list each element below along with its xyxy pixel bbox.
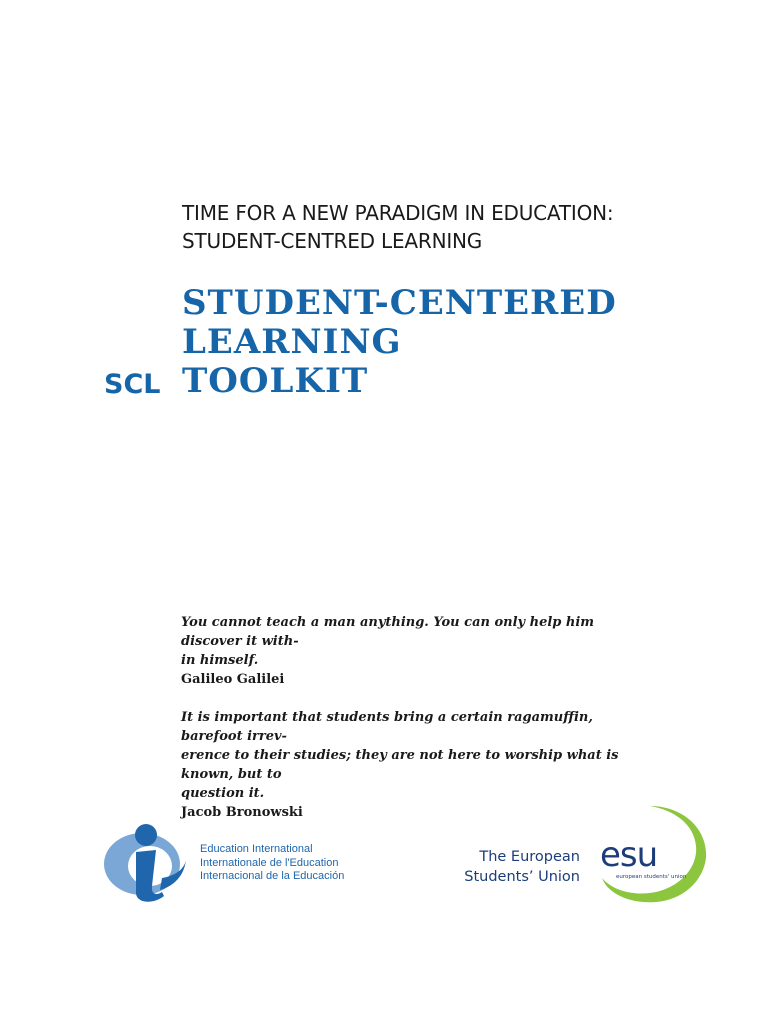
subtitle-line-2: STUDENT-CENTRED LEARNING — [182, 229, 483, 253]
ei-name-french: Internationale de l'Education — [200, 856, 339, 869]
quote-author: Jacob Bronowski — [181, 805, 303, 820]
quote-bronowski — [181, 708, 651, 822]
education-international-name — [200, 843, 344, 884]
quote-galilei — [181, 613, 651, 689]
esu-name-line-1: The European — [479, 849, 580, 865]
document-subtitle — [182, 199, 702, 255]
ei-name-spanish: Internacional de la Educación — [200, 870, 345, 882]
quote-text-line: erence to their studies; they are not here to worship what is known, but to — [181, 748, 619, 782]
esu-logo-wordmark: esu — [600, 835, 658, 875]
esu-name — [456, 847, 580, 887]
quote-text-line: in himself. — [181, 653, 259, 668]
title-line-2: LEARNING — [182, 322, 402, 362]
quote-author: Galileo Galilei — [181, 672, 285, 687]
esu-name-line-2: Students’ Union — [464, 869, 580, 885]
quote-text-line: question it. — [181, 786, 265, 801]
main-title — [182, 284, 742, 401]
title-prefix-scl: SCL — [104, 369, 161, 400]
title-line-3: TOOLKIT — [182, 361, 369, 401]
quote-text-line: You cannot teach a man anything. You can only help him discover it with- — [181, 615, 595, 649]
esu-logo-icon — [586, 800, 710, 906]
esu-logo-tagline: european students' union — [616, 874, 687, 880]
title-line-1: STUDENT-CENTERED — [182, 283, 617, 323]
quote-text-line: It is important that students bring a certain ragamuffin, barefoot irrev- — [181, 710, 593, 744]
ei-name-english: Education International — [200, 843, 313, 855]
education-international-logo-icon — [100, 820, 190, 906]
quotes-section — [181, 613, 651, 822]
subtitle-line-1: TIME FOR A NEW PARADIGM IN EDUCATION: — [182, 201, 614, 225]
